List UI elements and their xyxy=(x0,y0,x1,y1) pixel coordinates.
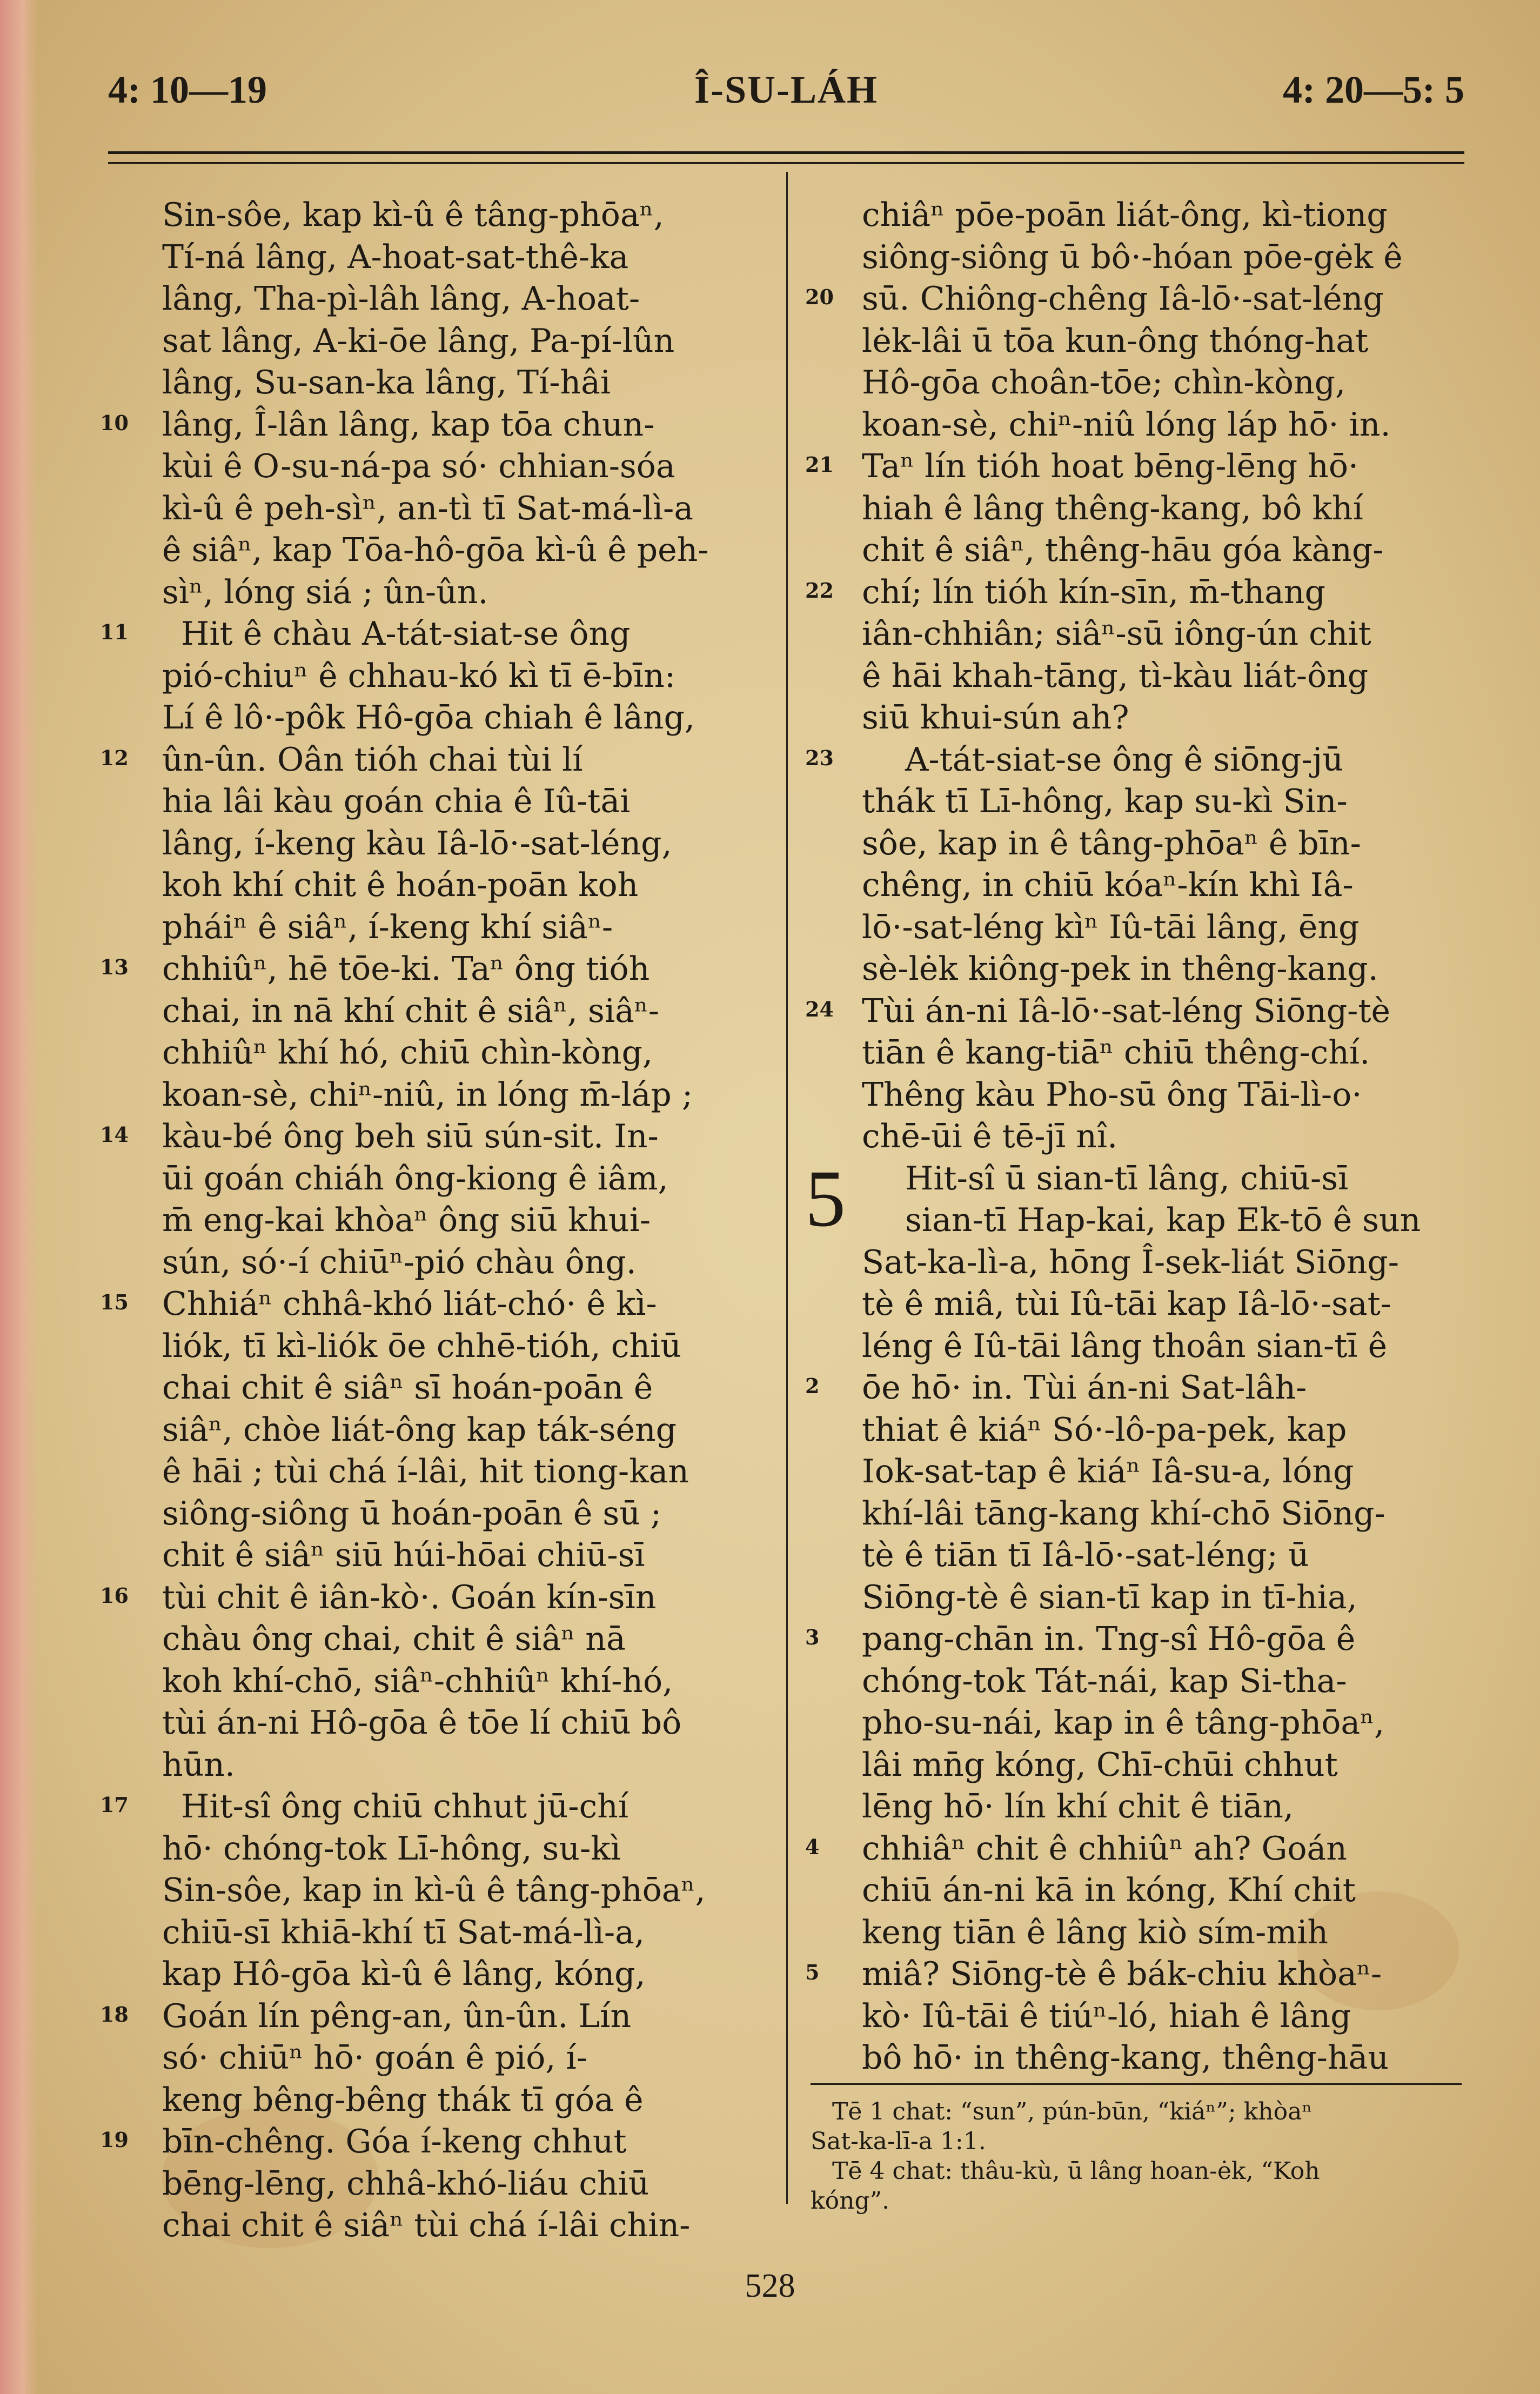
verse-number: 5 xyxy=(805,1960,820,1984)
text-line xyxy=(800,1200,1464,1242)
verse-text: hiah ê lâng thêng-kang, bô khí xyxy=(862,489,1363,527)
footnote-rule xyxy=(811,2083,1462,2085)
text-line xyxy=(800,1702,1464,1744)
verse-text: Chhiáⁿ chhâ-khó liát-chó· ê kì- xyxy=(162,1285,657,1323)
verse-text: iân-chhiân; siâⁿ-sū iông-ún chit xyxy=(862,615,1371,653)
verse-number: 17 xyxy=(100,1793,129,1817)
text-line xyxy=(800,1870,1464,1912)
footnote-line: Tē 1 chat: “sun”, pún-būn, “kiáⁿ”; khòaⁿ xyxy=(832,2098,1313,2125)
verse-text: thák tī Lī-hông, kap su-kì Sin- xyxy=(862,783,1348,820)
text-line xyxy=(800,1744,1464,1787)
verse-text: koh khí chit ê hoán-poān koh xyxy=(162,866,639,904)
text-line xyxy=(800,2037,1464,2079)
text-line xyxy=(800,1577,1464,1619)
verse-text: Tí-ná lâng, A-hoat-sat-thê-ka xyxy=(162,238,629,276)
verse-text: sìⁿ, lóng siá ; ûn-ûn. xyxy=(162,573,488,611)
text-line xyxy=(800,1828,1464,1870)
text-line xyxy=(81,2121,767,2163)
text-line xyxy=(800,781,1464,823)
verse-text: chit ê siâⁿ siū húi-hōai chiū-sī xyxy=(162,1536,645,1574)
text-line xyxy=(800,1367,1464,1409)
verse-text: tè ê tiān tī Iâ-lō·-sat-léng; ū xyxy=(862,1536,1309,1574)
column-divider xyxy=(786,172,788,2204)
text-line xyxy=(81,823,767,865)
text-line xyxy=(81,948,767,991)
text-line xyxy=(81,2037,767,2079)
page-number: 528 xyxy=(745,2268,795,2304)
verse-text: lâng, Î-lân lâng, kap tōa chun- xyxy=(162,405,655,444)
verse-text: tiān ê kang-tiāⁿ chiū thêng-chí. xyxy=(862,1034,1370,1072)
verse-text: m̄ eng-kai khòaⁿ ông siū khui- xyxy=(162,1201,651,1239)
running-header xyxy=(108,62,1464,122)
verse-text: lâng, Tha-pì-lâh lâng, A-hoat- xyxy=(162,280,640,318)
verse-text: chē-ūi ê tē-jī nî. xyxy=(862,1118,1118,1155)
text-line xyxy=(81,865,767,907)
text-line xyxy=(81,2205,767,2247)
verse-text: kò· Iû-tāi ê tiúⁿ-ló, hiah ê lâng xyxy=(862,1997,1351,2035)
verse-number: 3 xyxy=(805,1625,820,1649)
text-line xyxy=(800,1074,1464,1116)
header-book-title: Î-SU-LÁH xyxy=(694,68,879,111)
verse-text: kap Hô-gōa kì-û ê lâng, kóng, xyxy=(162,1955,646,1993)
verse-text: Sin-sôe, kap kì-û ê tâng-phōaⁿ, xyxy=(162,196,664,234)
verse-text: chai, in nā khí chit ê siâⁿ, siâⁿ- xyxy=(162,992,660,1030)
verse-number: 16 xyxy=(100,1583,129,1608)
text-line xyxy=(81,1116,767,1158)
verse-text: ōe hō· in. Tùi án-ni Sat-lâh- xyxy=(862,1369,1307,1407)
verse-text: bēng-lēng, chhâ-khó-liáu chiū xyxy=(162,2164,650,2203)
text-line xyxy=(81,1409,767,1452)
text-line xyxy=(81,1367,767,1409)
text-line xyxy=(81,488,767,530)
verse-text: chai chit ê siâⁿ tùi chá í-lâi chin- xyxy=(162,2206,691,2244)
text-line xyxy=(800,278,1464,320)
text-line xyxy=(81,1912,767,1954)
verse-text: Siōng-tè ê sian-tī kap in tī-hia, xyxy=(862,1578,1357,1616)
verse-text: thiat ê kiáⁿ Só·-lô-pa-pek, kap xyxy=(862,1410,1347,1449)
verse-text: Tùi án-ni Iâ-lō·-sat-léng Siōng-tè xyxy=(862,992,1391,1030)
verse-text: khí-lâi tāng-kang khí-chō Siōng- xyxy=(862,1494,1385,1533)
text-line xyxy=(81,991,767,1033)
text-line xyxy=(81,1326,767,1368)
text-line xyxy=(800,991,1464,1033)
verse-text: ūi goán chiáh ông-kiong ê iâm, xyxy=(162,1159,668,1198)
verse-text: liók, tī kì-liók ōe chhē-tióh, chiū xyxy=(162,1327,681,1365)
footnotes xyxy=(811,2097,1464,2216)
text-line xyxy=(81,446,767,488)
verse-text: chai chit ê siâⁿ sī hoán-poān ê xyxy=(162,1369,653,1407)
text-line xyxy=(800,195,1464,237)
text-line xyxy=(800,948,1464,991)
verse-text: ê hāi ; tùi chá í-lâi, hit tiong-kan xyxy=(162,1453,689,1490)
verse-number: 20 xyxy=(805,285,834,309)
verse-text: bô hō· in thêng-kang, thêng-hāu xyxy=(862,2039,1389,2077)
text-line xyxy=(81,1870,767,1912)
verse-text: lėk-lâi ū tōa kun-ông thóng-hat xyxy=(862,322,1369,360)
text-line xyxy=(800,865,1464,907)
text-line xyxy=(800,613,1464,656)
text-line xyxy=(800,1786,1464,1828)
verse-text: lēng hō· lín khí chit ê tiān, xyxy=(862,1788,1294,1825)
verse-text: sū. Chiông-chêng Iâ-lō·-sat-léng xyxy=(862,280,1384,318)
text-line xyxy=(81,613,767,656)
verse-text: chit ê siâⁿ, thêng-hāu góa kàng- xyxy=(862,531,1384,569)
footnote-line: Sat-ka-lī-a 1:1. xyxy=(811,2128,986,2155)
text-line xyxy=(800,362,1464,404)
text-line xyxy=(81,2079,767,2122)
text-line xyxy=(800,530,1464,572)
text-line xyxy=(800,1954,1464,1996)
verse-text: tè ê miâ, tùi Iû-tāi kap Iâ-lō·-sat- xyxy=(862,1285,1392,1323)
verse-text: Taⁿ lín tióh hoat bēng-lēng hō· xyxy=(862,447,1359,485)
text-line xyxy=(81,1283,767,1326)
text-line xyxy=(81,697,767,739)
left-column xyxy=(81,195,767,2247)
text-line xyxy=(81,1032,767,1074)
text-line xyxy=(800,907,1464,949)
text-line xyxy=(81,1786,767,1828)
verse-number: 21 xyxy=(805,452,834,477)
verse-text: chiū án-ni kā in kóng, Khí chit xyxy=(862,1871,1356,1909)
text-line xyxy=(800,1493,1464,1535)
text-line xyxy=(800,1242,1464,1284)
verse-text: pháiⁿ ê siâⁿ, í-keng khí siâⁿ- xyxy=(162,908,613,946)
verse-number: 4 xyxy=(805,1834,820,1859)
header-left-reference: 4: 10—19 xyxy=(108,68,267,111)
text-line xyxy=(800,1996,1464,2038)
text-line xyxy=(800,320,1464,363)
verse-number: 14 xyxy=(100,1122,129,1147)
text-line xyxy=(800,1116,1464,1158)
verse-text: Hit-sî ū sian-tī lâng, chiū-sī xyxy=(905,1159,1349,1198)
verse-text: só· chiūⁿ hō· goán ê pió, í- xyxy=(162,2039,588,2077)
verse-text: koh khí-chō, siâⁿ-chhiûⁿ khí-hó, xyxy=(162,1662,673,1700)
text-line xyxy=(800,446,1464,488)
text-line xyxy=(81,320,767,363)
text-line xyxy=(81,781,767,823)
verse-text: koan-sè, chiⁿ-niû lóng láp hō· in. xyxy=(862,405,1391,444)
verse-text: hūn. xyxy=(162,1746,235,1784)
text-line xyxy=(81,1577,767,1619)
verse-text: tùi chit ê iân-kò·. Goán kín-sīn xyxy=(162,1578,657,1616)
verse-number: 12 xyxy=(100,745,129,770)
verse-text: ê siâⁿ, kap Tōa-hô-gōa kì-û ê peh- xyxy=(162,531,709,569)
verse-text: sat lâng, A-ki-ōe lâng, Pa-pí-lûn xyxy=(162,322,675,360)
verse-text: chhiûⁿ khí hó, chiū chìn-kòng, xyxy=(162,1034,653,1072)
text-line xyxy=(800,237,1464,279)
verse-text: sè-lėk kiông-pek in thêng-kang. xyxy=(862,950,1378,988)
verse-text: hō· chóng-tok Lī-hông, su-kì xyxy=(162,1829,621,1868)
verse-text: bīn-chêng. Góa í-keng chhut xyxy=(162,2123,627,2161)
verse-number: 15 xyxy=(100,1290,129,1314)
text-line xyxy=(81,1702,767,1744)
verse-text: kì-û ê peh-sìⁿ, an-tì tī Sat-má-lì-a xyxy=(162,489,694,527)
verse-text: hia lâi kàu goán chia ê Iû-tāi xyxy=(162,783,631,820)
text-line xyxy=(81,572,767,614)
text-line xyxy=(800,697,1464,739)
verse-text: chiū-sī khiā-khí tī Sat-má-lì-a, xyxy=(162,1913,645,1951)
text-line xyxy=(800,1283,1464,1326)
chapter-number: 5 xyxy=(805,1153,846,1243)
verse-text: Goán lín pêng-an, ûn-ûn. Lín xyxy=(162,1997,632,2035)
verse-text: lâng, í-keng kàu Iâ-lō·-sat-léng, xyxy=(162,824,672,862)
verse-text: chhiâⁿ chit ê chhiûⁿ ah? Goán xyxy=(862,1829,1347,1868)
verse-text: siū khui-sún ah? xyxy=(862,699,1129,737)
verse-text: chóng-tok Tát-nái, kap Si-tha- xyxy=(862,1662,1347,1700)
text-line xyxy=(81,1744,767,1787)
verse-number: 22 xyxy=(805,578,834,603)
verse-text: ûn-ûn. Oân tióh chai tùi lí xyxy=(162,740,583,779)
verse-text: ê hāi khah-tāng, tì-kàu liát-ông xyxy=(862,657,1369,695)
verse-number: 23 xyxy=(805,745,834,770)
text-line xyxy=(800,1535,1464,1577)
text-line xyxy=(800,488,1464,530)
verse-text: miâ? Siōng-tè ê bák-chiu khòaⁿ- xyxy=(862,1955,1382,1993)
text-line xyxy=(800,1409,1464,1452)
verse-number: 11 xyxy=(100,620,129,644)
text-line xyxy=(81,1158,767,1200)
header-rule-thin xyxy=(108,162,1464,164)
verse-number: 24 xyxy=(805,997,834,1021)
text-line xyxy=(81,1451,767,1493)
verse-text: chàu ông chai, chit ê siâⁿ nā xyxy=(162,1620,626,1658)
verse-text: kùi ê O-su-ná-pa só· chhian-sóa xyxy=(162,447,675,485)
footnote-line: kóng”. xyxy=(811,2187,890,2215)
verse-text: siông-siông ū bô·-hóan pōe-gėk ê xyxy=(862,238,1403,276)
verse-text: sôe, kap in ê tâng-phōaⁿ ê bīn- xyxy=(862,824,1361,862)
text-line xyxy=(800,404,1464,446)
text-line xyxy=(800,1326,1464,1368)
verse-text: Hit-sî ông chiū chhut jū-chí xyxy=(181,1788,629,1825)
text-line xyxy=(81,278,767,320)
text-line xyxy=(81,195,767,237)
page-edge-stain xyxy=(0,0,38,2394)
verse-text: pió-chiuⁿ ê chhau-kó kì tī ē-bīn: xyxy=(162,657,676,695)
header-rule-thick xyxy=(108,151,1464,154)
verse-text: pang-chān in. Tng-sî Hô-gōa ê xyxy=(862,1620,1356,1658)
text-line xyxy=(81,739,767,781)
text-line xyxy=(81,2163,767,2205)
verse-text: Thêng kàu Pho-sū ông Tāi-lì-o· xyxy=(862,1075,1362,1114)
text-line xyxy=(800,1451,1464,1493)
verse-text: siông-siông ū hoán-poān ê sū ; xyxy=(162,1494,662,1533)
header-right-reference: 4: 20—5: 5 xyxy=(1283,68,1464,111)
text-line xyxy=(81,404,767,446)
verse-text: keng tiān ê lâng kiò sím-mih xyxy=(862,1913,1329,1951)
text-line xyxy=(81,1954,767,1996)
verse-text: A-tát-siat-se ông ê siōng-jū xyxy=(905,740,1343,779)
text-line xyxy=(800,1912,1464,1954)
verse-text: koan-sè, chiⁿ-niû, in lóng m̄-láp ; xyxy=(162,1075,693,1114)
verse-number: 2 xyxy=(805,1374,820,1398)
verse-number: 13 xyxy=(100,955,129,979)
verse-text: chí; lín tióh kín-sīn, m̄-thang xyxy=(862,573,1325,611)
text-line xyxy=(800,1661,1464,1703)
footnote-line: Tē 4 chat: thâu-kù, ū lâng hoan-ėk, “Koh xyxy=(832,2157,1320,2185)
verse-text: Sin-sôe, kap in kì-û ê tâng-phōaⁿ, xyxy=(162,1871,706,1909)
text-line xyxy=(800,823,1464,865)
verse-text: chêng, in chiū kóaⁿ-kín khì Iâ- xyxy=(862,866,1354,904)
text-line xyxy=(81,1661,767,1703)
verse-text: keng bêng-bêng thák tī góa ê xyxy=(162,2081,644,2119)
verse-text: chhiûⁿ, hē tōe-ki. Taⁿ ông tióh xyxy=(162,950,650,988)
verse-text: lō·-sat-léng kìⁿ Iû-tāi lâng, ēng xyxy=(862,908,1360,946)
verse-text: Lí ê lô·-pôk Hô-gōa chiah ê lâng, xyxy=(162,699,695,737)
text-line xyxy=(81,1535,767,1577)
right-column xyxy=(800,195,1464,2079)
text-line xyxy=(81,656,767,698)
text-line xyxy=(81,1242,767,1284)
verse-text: kàu-bé ông beh siū sún-sit. In- xyxy=(162,1118,659,1155)
verse-text: Hit ê chàu A-tát-siat-se ông xyxy=(181,615,631,653)
verse-text: siâⁿ, chòe liát-ông kap ták-séng xyxy=(162,1410,677,1449)
verse-text: lâng, Su-san-ka lâng, Tí-hâi xyxy=(162,364,611,402)
text-line xyxy=(81,1200,767,1242)
verse-text: chiâⁿ pōe-poān liát-ông, kì-tiong xyxy=(862,196,1388,234)
text-line xyxy=(81,362,767,404)
text-line xyxy=(81,1828,767,1870)
text-line xyxy=(81,1493,767,1535)
verse-text: tùi án-ni Hô-gōa ê tōe lí chiū bô xyxy=(162,1704,682,1742)
verse-text: sian-tī Hap-kai, kap Ek-tō ê sun xyxy=(905,1201,1421,1239)
text-line xyxy=(800,656,1464,698)
verse-text: Hô-gōa choân-tōe; chìn-kòng, xyxy=(862,364,1346,402)
text-line xyxy=(800,739,1464,781)
verse-text: sún, só·-í chiūⁿ-pió chàu ông. xyxy=(162,1243,637,1281)
text-line xyxy=(800,1619,1464,1661)
text-line xyxy=(81,237,767,279)
verse-text: Sat-ka-lì-a, hōng Î-sek-liát Siōng- xyxy=(862,1243,1400,1281)
text-line xyxy=(800,1032,1464,1074)
text-line xyxy=(81,1996,767,2038)
verse-text: Iok-sat-tap ê kiáⁿ Iâ-su-a, lóng xyxy=(862,1453,1354,1490)
verse-number: 10 xyxy=(100,410,129,435)
verse-text: lâi mn̄g kóng, Chī-chūi chhut xyxy=(862,1746,1338,1784)
verse-text: pho-su-nái, kap in ê tâng-phōaⁿ, xyxy=(862,1704,1385,1742)
verse-number: 18 xyxy=(100,2002,129,2027)
text-line xyxy=(81,907,767,949)
verse-number: 19 xyxy=(100,2128,129,2152)
text-line xyxy=(81,1619,767,1661)
verse-text: léng ê Iû-tāi lâng thoân sian-tī ê xyxy=(862,1327,1388,1365)
text-line xyxy=(81,1074,767,1116)
text-line xyxy=(81,530,767,572)
text-line xyxy=(800,572,1464,614)
